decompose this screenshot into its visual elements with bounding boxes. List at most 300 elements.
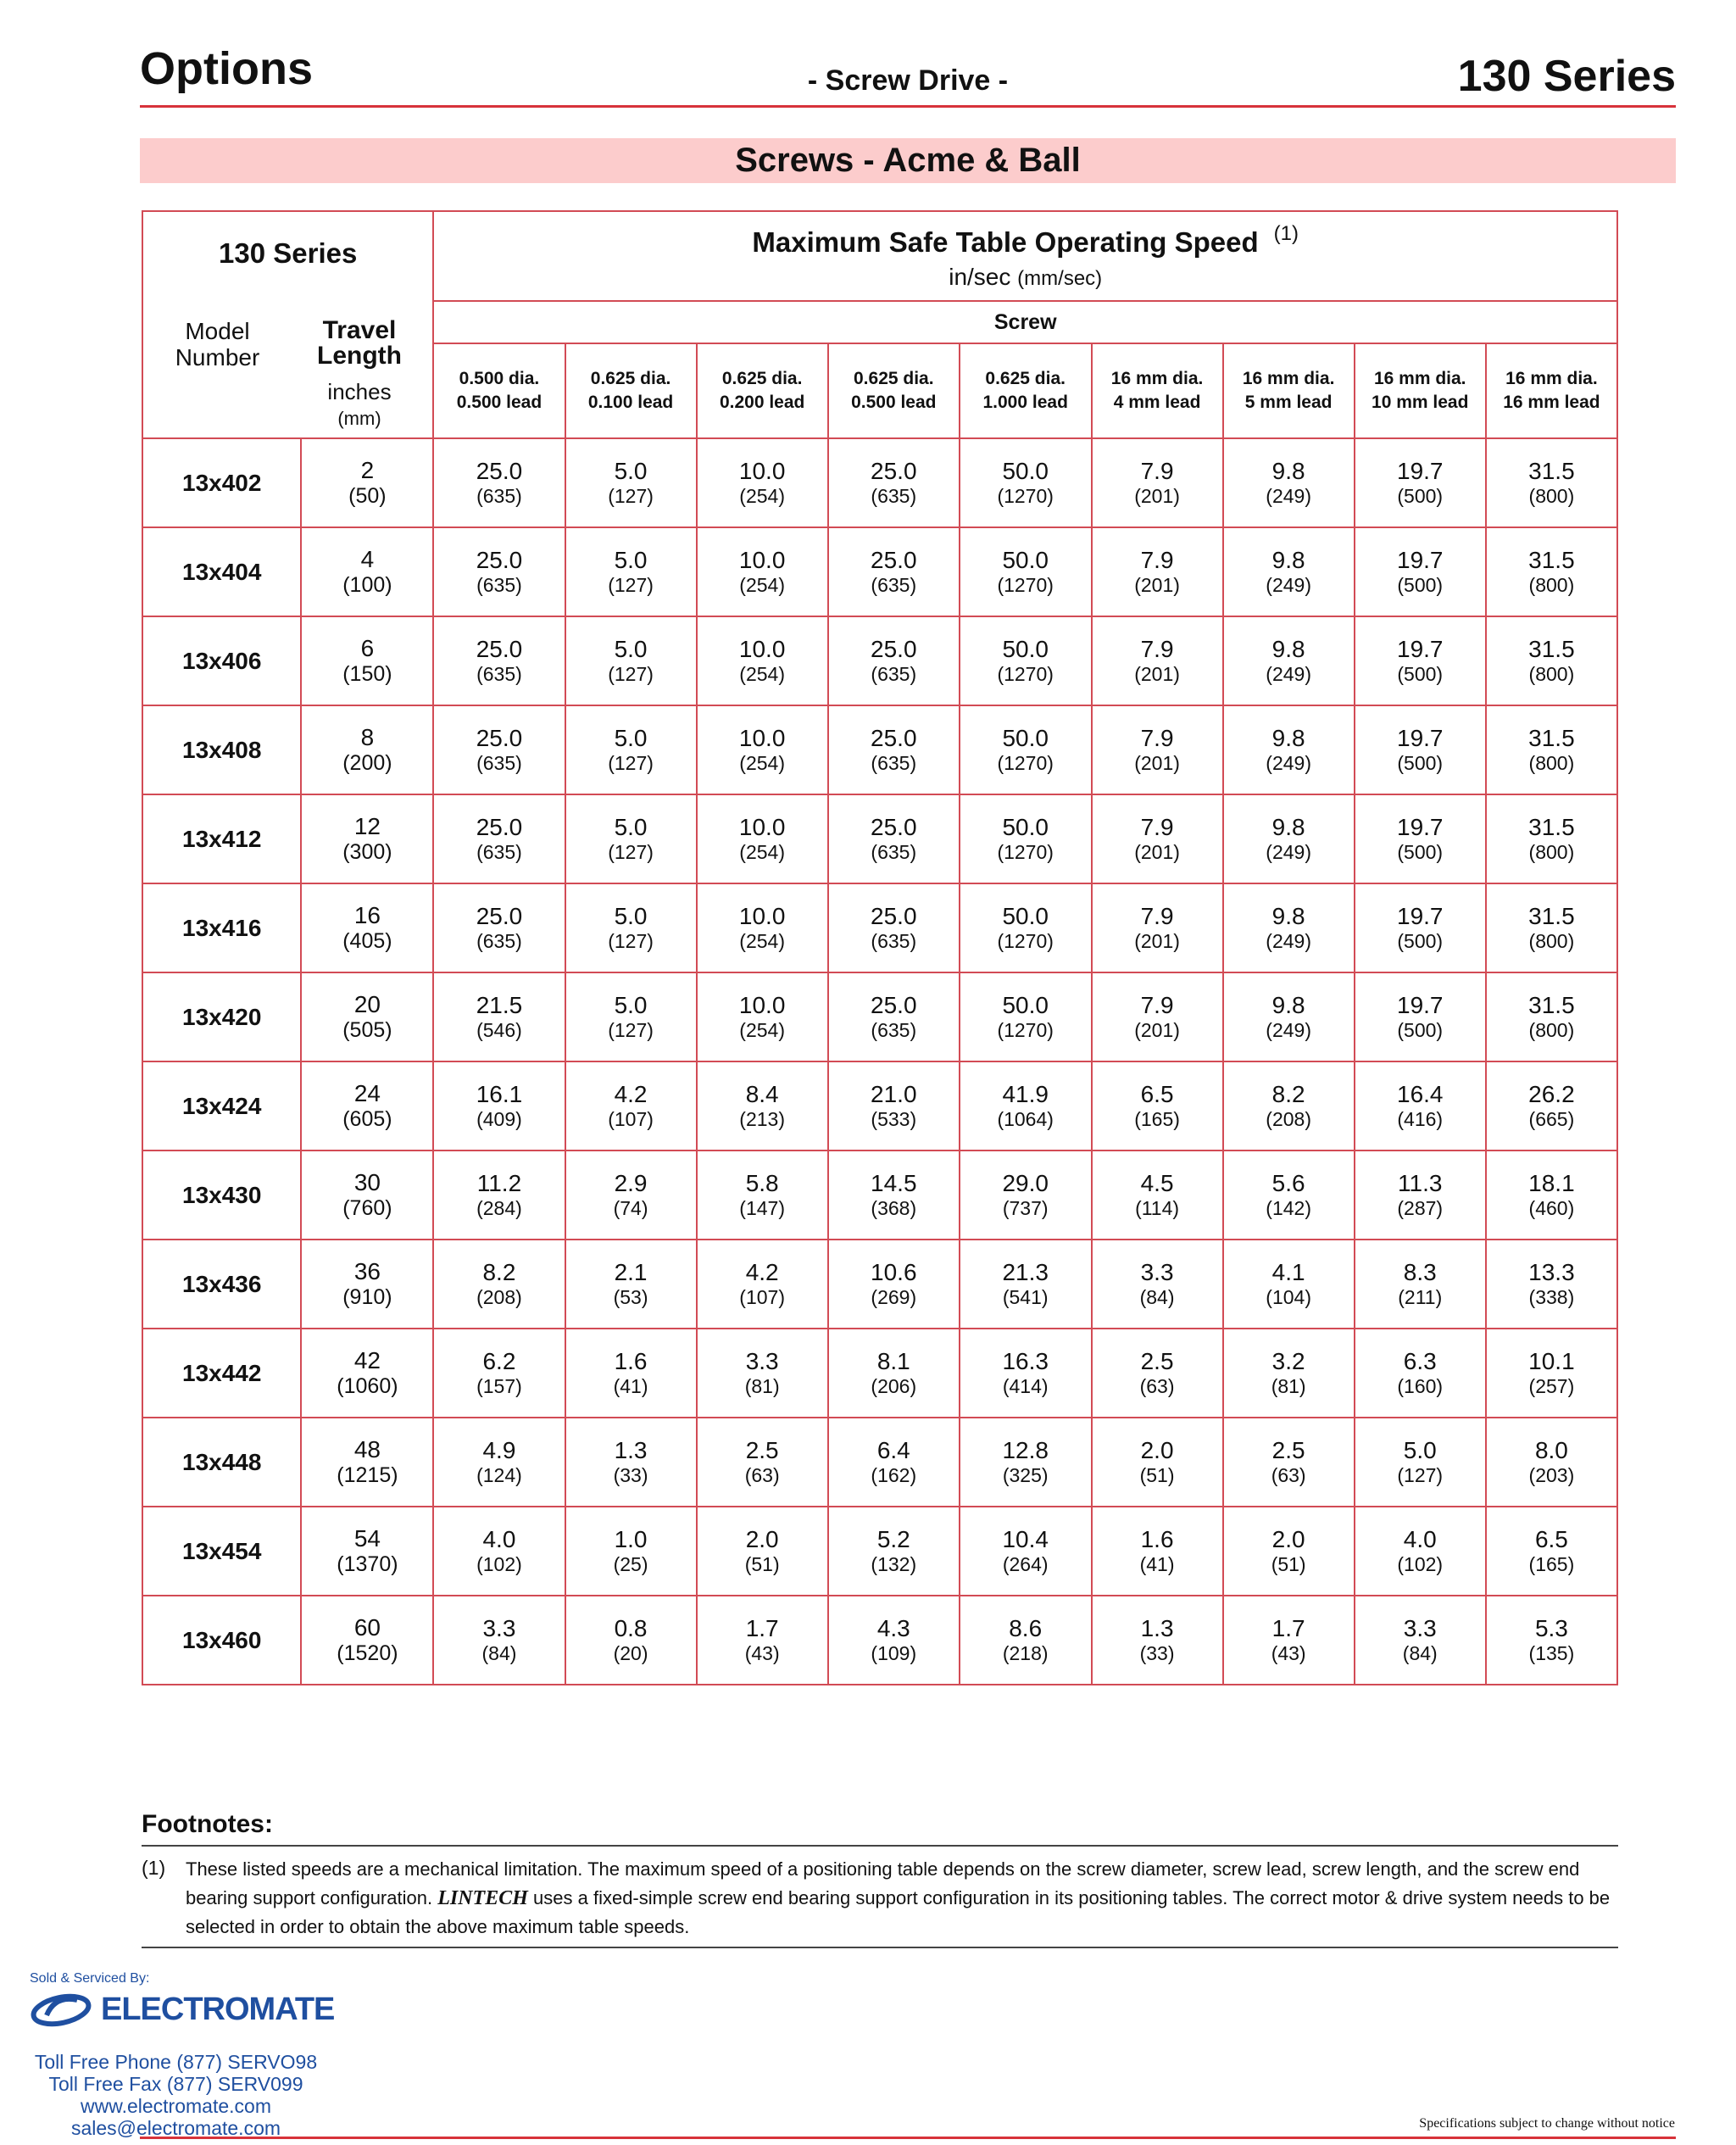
- speed-cell: [1223, 1061, 1355, 1150]
- speed-mm-sec: (104): [1266, 1285, 1311, 1308]
- speed-cell: [433, 1240, 565, 1329]
- lintech-brand: LINTECH: [437, 1887, 528, 1909]
- table-row: [142, 438, 1617, 527]
- model-number: 13x460: [142, 1596, 301, 1685]
- model-number: 13x402: [142, 438, 301, 527]
- speed-in-sec: 9.8: [1271, 546, 1305, 573]
- speed-cell: [960, 1240, 1092, 1329]
- speed-in-sec: 41.9: [1002, 1080, 1049, 1107]
- travel-inches: 42: [353, 1346, 381, 1373]
- speed-cell: [565, 1150, 697, 1240]
- screw-diameter: 16 mm dia.: [1505, 369, 1598, 388]
- travel-length: [301, 1150, 433, 1240]
- speed-in-sec: 4.1: [1271, 1258, 1305, 1285]
- travel-length: [301, 794, 433, 883]
- footnote-number: (1): [142, 1857, 166, 1879]
- speed-in-sec: 6.4: [876, 1436, 910, 1463]
- speed-in-sec: 16.4: [1397, 1080, 1444, 1107]
- speed-mm-sec: (1270): [997, 662, 1054, 685]
- speed-mm-sec: (201): [1134, 573, 1180, 596]
- screw-lead: 0.200 lead: [719, 393, 805, 412]
- travel-mm: (1520): [337, 1641, 398, 1665]
- speed-in-sec: 1.0: [614, 1525, 648, 1552]
- speed-cell: [1092, 705, 1223, 794]
- travel-length: [301, 1507, 433, 1596]
- speed-cell: [433, 794, 565, 883]
- speed-mm-sec: (218): [1002, 1641, 1049, 1664]
- speed-mm-sec: (635): [871, 929, 917, 952]
- speed-cell: [828, 1596, 960, 1685]
- travel-length: [301, 972, 433, 1061]
- speed-mm-sec: (74): [613, 1196, 648, 1219]
- speed-mm-sec: (20): [613, 1641, 648, 1664]
- speed-mm-sec: (325): [1002, 1463, 1049, 1486]
- screw-column-header: [1486, 343, 1617, 438]
- speed-mm-sec: (43): [1271, 1641, 1306, 1664]
- speed-in-sec: 8.6: [1009, 1614, 1043, 1641]
- speed-cell: [1355, 527, 1486, 616]
- speed-mm-sec: (124): [476, 1463, 522, 1486]
- speed-in-sec: 31.5: [1528, 457, 1575, 484]
- speed-cell: [433, 705, 565, 794]
- model-number: 13x442: [142, 1329, 301, 1418]
- speed-mm-sec: (800): [1528, 662, 1575, 685]
- speed-cell: [960, 1329, 1092, 1418]
- speed-in-sec: 8.4: [745, 1080, 779, 1107]
- speed-mm-sec: (500): [1397, 573, 1444, 596]
- table-row: [142, 972, 1617, 1061]
- speed-mm-sec: (257): [1528, 1374, 1575, 1397]
- speed-mm-sec: (546): [476, 1018, 522, 1041]
- speed-cell: [1223, 883, 1355, 972]
- table-body: [142, 438, 1617, 1685]
- speed-mm-sec: (63): [1271, 1463, 1306, 1486]
- speed-cell: [1092, 616, 1223, 705]
- speed-cell: [1223, 1329, 1355, 1418]
- speed-mm-sec: (41): [613, 1374, 648, 1397]
- speed-cell: [1355, 1507, 1486, 1596]
- speed-mm-sec: (800): [1528, 751, 1575, 774]
- speed-mm-sec: (284): [476, 1196, 522, 1219]
- spec-note: Specifications subject to change without notice: [1419, 2116, 1675, 2131]
- speed-cell: [1355, 1240, 1486, 1329]
- model-number: 13x454: [142, 1507, 301, 1596]
- speed-mm-sec: (635): [871, 1018, 917, 1041]
- speed-in-sec: 5.0: [614, 457, 648, 484]
- travel-length: [301, 616, 433, 705]
- speed-in-sec: 50.0: [1002, 724, 1049, 751]
- travel-inches: 4: [360, 545, 375, 572]
- travel-length: [301, 1596, 433, 1685]
- speed-mm-sec: (208): [476, 1285, 522, 1308]
- screw-column-header: [1092, 343, 1223, 438]
- speed-cell: [828, 438, 960, 527]
- speed-cell: [565, 883, 697, 972]
- table-row: [142, 1596, 1617, 1685]
- speed-in-sec: 25.0: [871, 902, 917, 929]
- speed-mm-sec: (635): [476, 929, 522, 952]
- screw-lead: 0.500 lead: [851, 393, 937, 412]
- travel-length-label: Travel Length: [317, 316, 402, 370]
- speed-cell: [1355, 1061, 1486, 1150]
- speed-mm-sec: (102): [1397, 1552, 1444, 1575]
- header-series: 130 Series: [1457, 52, 1676, 101]
- speed-mm-sec: (213): [739, 1107, 785, 1130]
- speed-in-sec: 25.0: [871, 546, 917, 573]
- speed-cell: [697, 1329, 828, 1418]
- speed-mm-sec: (33): [613, 1463, 648, 1486]
- speed-in-sec: 5.2: [876, 1525, 910, 1552]
- speed-cell: [433, 1418, 565, 1507]
- speed-in-sec: 25.0: [871, 991, 917, 1018]
- speed-in-sec: 50.0: [1002, 457, 1049, 484]
- speed-in-sec: 8.2: [482, 1258, 516, 1285]
- table-title-footnote: (1): [1273, 222, 1299, 245]
- travel-length: [301, 438, 433, 527]
- speed-mm-sec: (81): [1271, 1374, 1306, 1397]
- speed-mm-sec: (127): [608, 840, 654, 863]
- speed-mm-sec: (338): [1528, 1285, 1575, 1308]
- speed-in-sec: 10.0: [738, 635, 786, 662]
- speed-mm-sec: (249): [1266, 751, 1311, 774]
- footnote-text: [186, 1855, 1616, 1942]
- vendor-email[interactable]: sales@electromate.com: [70, 2117, 281, 2139]
- travel-mm: (1370): [337, 1552, 398, 1576]
- speed-in-sec: 31.5: [1528, 813, 1575, 840]
- speed-mm-sec: (635): [871, 573, 917, 596]
- speed-in-sec: 7.9: [1140, 635, 1174, 662]
- speed-mm-sec: (800): [1528, 840, 1575, 863]
- speed-mm-sec: (201): [1134, 840, 1180, 863]
- speed-mm-sec: (127): [608, 751, 654, 774]
- speed-cell: [1223, 527, 1355, 616]
- speed-cell: [1486, 1150, 1617, 1240]
- speed-in-sec: 5.3: [1534, 1614, 1568, 1641]
- travel-inches: 2: [360, 456, 375, 483]
- speed-mm-sec: (51): [1271, 1552, 1306, 1575]
- speed-in-sec: 9.8: [1271, 724, 1305, 751]
- speed-mm-sec: (368): [871, 1196, 917, 1219]
- table-row: [142, 1240, 1617, 1329]
- speed-in-sec: 50.0: [1002, 635, 1049, 662]
- speed-mm-sec: (208): [1266, 1107, 1311, 1130]
- speed-cell: [828, 705, 960, 794]
- speed-mm-sec: (541): [1002, 1285, 1049, 1308]
- header-options: Options: [140, 43, 313, 94]
- speed-cell: [1223, 705, 1355, 794]
- speed-mm-sec: (635): [871, 840, 917, 863]
- speed-cell: [960, 972, 1092, 1061]
- speed-in-sec: 4.0: [1403, 1525, 1437, 1552]
- speed-mm-sec: (635): [476, 573, 522, 596]
- speed-cell: [433, 527, 565, 616]
- speed-in-sec: 10.0: [738, 546, 786, 573]
- speed-cell: [697, 1150, 828, 1240]
- speed-in-sec: 25.0: [476, 546, 523, 573]
- travel-inches: 24: [353, 1079, 381, 1106]
- speed-cell: [565, 1061, 697, 1150]
- speed-in-sec: 5.0: [614, 724, 648, 751]
- screw-diameter: 16 mm dia.: [1373, 369, 1466, 388]
- speed-mm-sec: (254): [739, 840, 785, 863]
- speed-in-sec: 2.0: [745, 1525, 779, 1552]
- speed-in-sec: 3.3: [1403, 1614, 1437, 1641]
- speed-cell: [1486, 883, 1617, 972]
- speed-in-sec: 29.0: [1002, 1169, 1049, 1196]
- travel-length: [301, 1240, 433, 1329]
- speed-cell: [828, 1418, 960, 1507]
- speed-mm-sec: (165): [1528, 1552, 1575, 1575]
- screw-lead: 10 mm lead: [1372, 393, 1469, 412]
- speed-in-sec: 19.7: [1397, 457, 1444, 484]
- screw-column-header: [565, 343, 697, 438]
- table-row: [142, 1150, 1617, 1240]
- page-header: [140, 34, 1676, 108]
- speed-mm-sec: (102): [476, 1552, 522, 1575]
- speed-mm-sec: (1270): [997, 484, 1054, 507]
- model-number: 13x408: [142, 705, 301, 794]
- speed-cell: [960, 705, 1092, 794]
- speed-mm-sec: (500): [1397, 484, 1444, 507]
- speed-cell: [828, 1507, 960, 1596]
- travel-mm: (100): [342, 572, 392, 597]
- screw-diameter: 16 mm dia.: [1110, 369, 1204, 388]
- speed-in-sec: 16.3: [1002, 1347, 1049, 1374]
- speed-cell: [1223, 616, 1355, 705]
- speed-cell: [433, 438, 565, 527]
- speed-cell: [960, 1061, 1092, 1150]
- screw-diameter: 0.625 dia.: [854, 369, 934, 388]
- speed-cell: [697, 972, 828, 1061]
- speed-mm-sec: (162): [871, 1463, 917, 1486]
- speed-mm-sec: (635): [871, 662, 917, 685]
- speed-mm-sec: (84): [481, 1641, 517, 1664]
- footnote-box: [142, 1845, 1618, 1948]
- travel-inches: 54: [353, 1524, 381, 1552]
- speed-in-sec: 2.5: [1140, 1347, 1174, 1374]
- speed-mm-sec: (107): [739, 1285, 785, 1308]
- speed-in-sec: 9.8: [1271, 457, 1305, 484]
- speed-in-sec: 7.9: [1140, 902, 1174, 929]
- speed-mm-sec: (25): [613, 1552, 648, 1575]
- speed-mm-sec: (142): [1266, 1196, 1311, 1219]
- speed-cell: [1355, 972, 1486, 1061]
- screw-column-header: [1355, 343, 1486, 438]
- speed-mm-sec: (51): [1139, 1463, 1175, 1486]
- speed-in-sec: 2.0: [1140, 1436, 1174, 1463]
- speed-cell: [1092, 1596, 1223, 1685]
- speed-cell: [1486, 527, 1617, 616]
- model-number: 13x424: [142, 1061, 301, 1150]
- speed-cell: [565, 972, 697, 1061]
- speed-in-sec: 50.0: [1002, 902, 1049, 929]
- speed-mm-sec: (1270): [997, 573, 1054, 596]
- bottom-rule: [140, 2137, 1676, 2139]
- speed-in-sec: 4.5: [1140, 1169, 1174, 1196]
- travel-mm: (1215): [337, 1462, 398, 1487]
- speed-cell: [1486, 438, 1617, 527]
- speed-cell: [565, 527, 697, 616]
- screw-label-cell: Screw: [433, 301, 1617, 343]
- speed-cell: [565, 438, 697, 527]
- travel-length: [301, 1061, 433, 1150]
- speed-in-sec: 10.0: [738, 457, 786, 484]
- speed-in-sec: 25.0: [871, 724, 917, 751]
- speed-in-sec: 9.8: [1271, 902, 1305, 929]
- speed-cell: [1486, 1329, 1617, 1418]
- speed-cell: [697, 438, 828, 527]
- table-row: [142, 1061, 1617, 1150]
- travel-length: [301, 527, 433, 616]
- speed-in-sec: 13.3: [1528, 1258, 1575, 1285]
- vendor-web[interactable]: www.electromate.com: [81, 2095, 271, 2117]
- speed-in-sec: 2.9: [614, 1169, 648, 1196]
- table-row: [142, 883, 1617, 972]
- speed-cell: [433, 1329, 565, 1418]
- travel-mm: (150): [342, 661, 392, 686]
- speed-cell: [1355, 1150, 1486, 1240]
- speed-cell: [960, 794, 1092, 883]
- speed-mm-sec: (635): [476, 662, 522, 685]
- speed-cell: [1355, 438, 1486, 527]
- travel-mm: (200): [342, 750, 392, 775]
- speed-in-sec: 1.7: [745, 1614, 779, 1641]
- screw-column-header: [697, 343, 828, 438]
- screw-lead: 5 mm lead: [1244, 393, 1333, 412]
- speed-cell: [565, 616, 697, 705]
- speed-in-sec: 2.1: [614, 1258, 648, 1285]
- speed-cell: [697, 1240, 828, 1329]
- speed-in-sec: 19.7: [1397, 813, 1444, 840]
- speed-in-sec: 4.2: [614, 1080, 648, 1107]
- travel-unit-inches: inches: [327, 379, 392, 404]
- speed-mm-sec: (249): [1266, 929, 1311, 952]
- speed-in-sec: 4.9: [482, 1436, 516, 1463]
- speed-mm-sec: (249): [1266, 840, 1311, 863]
- speed-mm-sec: (201): [1134, 929, 1180, 952]
- header-section: - Screw Drive -: [807, 64, 1009, 97]
- speed-cell: [1355, 616, 1486, 705]
- speed-cell: [1092, 794, 1223, 883]
- speed-cell: [697, 527, 828, 616]
- speed-mm-sec: (43): [744, 1641, 780, 1664]
- speed-mm-sec: (203): [1528, 1463, 1575, 1486]
- speed-cell: [433, 1150, 565, 1240]
- speed-cell: [960, 1596, 1092, 1685]
- speed-cell: [1486, 705, 1617, 794]
- speed-in-sec: 25.0: [871, 635, 917, 662]
- speed-cell: [1092, 438, 1223, 527]
- speed-in-sec: 19.7: [1397, 724, 1444, 751]
- speed-cell: [697, 883, 828, 972]
- speed-in-sec: 10.0: [738, 902, 786, 929]
- speed-in-sec: 7.9: [1140, 813, 1174, 840]
- speed-cell: [1355, 883, 1486, 972]
- speed-cell: [1223, 1507, 1355, 1596]
- vendor-logo: [30, 1988, 335, 2031]
- speed-mm-sec: (1270): [997, 840, 1054, 863]
- speed-in-sec: 25.0: [871, 457, 917, 484]
- speed-cell: [1486, 616, 1617, 705]
- speed-cell: [697, 1596, 828, 1685]
- speed-mm-sec: (201): [1134, 484, 1180, 507]
- speed-cell: [828, 972, 960, 1061]
- speed-in-sec: 25.0: [476, 457, 523, 484]
- speed-cell: [828, 1061, 960, 1150]
- speed-in-sec: 4.3: [876, 1614, 910, 1641]
- table-title: [434, 222, 1616, 259]
- speed-mm-sec: (84): [1402, 1641, 1438, 1664]
- speed-in-sec: 5.8: [745, 1169, 779, 1196]
- model-number: 13x448: [142, 1418, 301, 1507]
- travel-mm: (910): [342, 1284, 392, 1309]
- speed-mm-sec: (254): [739, 751, 785, 774]
- speed-mm-sec: (127): [608, 1018, 654, 1041]
- screw-lead: 1.000 lead: [982, 393, 1068, 412]
- speed-cell: [1486, 1240, 1617, 1329]
- speed-in-sec: 21.0: [871, 1080, 917, 1107]
- speed-in-sec: 21.5: [476, 991, 523, 1018]
- speed-mm-sec: (84): [1139, 1285, 1175, 1308]
- vendor-phone: Toll Free Phone (877) SERVO98: [34, 2051, 318, 2073]
- speed-cell: [433, 1061, 565, 1150]
- speed-in-sec: 10.0: [738, 991, 786, 1018]
- speed-in-sec: 50.0: [1002, 813, 1049, 840]
- speed-mm-sec: (800): [1528, 573, 1575, 596]
- speed-cell: [828, 794, 960, 883]
- speed-in-sec: 8.1: [876, 1347, 910, 1374]
- travel-unit-label: [309, 378, 410, 432]
- speed-in-sec: 3.3: [482, 1614, 516, 1641]
- model-number: 13x430: [142, 1150, 301, 1240]
- screw-lead: 4 mm lead: [1113, 393, 1201, 412]
- speed-cell: [697, 1507, 828, 1596]
- speed-in-sec: 5.0: [1403, 1436, 1437, 1463]
- footnotes-title: Footnotes:: [142, 1810, 273, 1838]
- speed-cell: [1355, 1596, 1486, 1685]
- speed-in-sec: 5.0: [614, 546, 648, 573]
- travel-inches: 6: [360, 634, 375, 661]
- speed-mm-sec: (127): [608, 484, 654, 507]
- speed-mm-sec: (135): [1528, 1641, 1575, 1664]
- speed-mm-sec: (287): [1397, 1196, 1444, 1219]
- speed-cell: [1486, 972, 1617, 1061]
- speed-mm-sec: (254): [739, 929, 785, 952]
- speed-in-sec: 6.2: [482, 1347, 516, 1374]
- speed-in-sec: 3.3: [1140, 1258, 1174, 1285]
- speed-cell: [433, 616, 565, 705]
- speed-in-sec: 31.5: [1528, 546, 1575, 573]
- speed-mm-sec: (206): [871, 1374, 917, 1397]
- speed-cell: [433, 1596, 565, 1685]
- table-title-text: Maximum Safe Table Operating Speed: [752, 226, 1259, 258]
- speed-cell: [960, 883, 1092, 972]
- speed-mm-sec: (1270): [997, 929, 1054, 952]
- speed-mm-sec: (533): [871, 1107, 917, 1130]
- travel-inches: 36: [353, 1257, 381, 1284]
- speed-in-sec: 19.7: [1397, 902, 1444, 929]
- table-units: [434, 264, 1616, 291]
- screw-lead: 0.500 lead: [456, 393, 542, 412]
- speed-in-sec: 9.8: [1271, 635, 1305, 662]
- speed-cell: [697, 1418, 828, 1507]
- speed-cell: [960, 438, 1092, 527]
- speed-mm-sec: (500): [1397, 662, 1444, 685]
- speed-mm-sec: (63): [1139, 1374, 1175, 1397]
- speed-in-sec: 10.4: [1002, 1525, 1049, 1552]
- travel-mm: (505): [342, 1017, 392, 1042]
- speed-mm-sec: (109): [871, 1641, 917, 1664]
